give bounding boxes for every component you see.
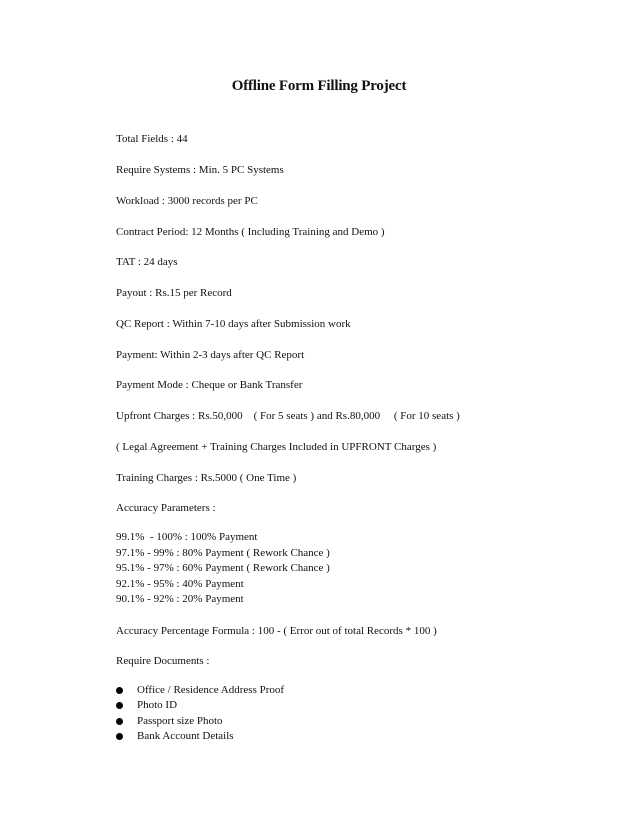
accuracy-item: 99.1% - 100% : 100% Payment bbox=[116, 531, 258, 543]
bullet-icon bbox=[116, 687, 123, 694]
document-item-label: Bank Account Details bbox=[137, 730, 234, 742]
document-item-label: Office / Residence Address Proof bbox=[137, 684, 285, 696]
qc-report-line: QC Report : Within 7-10 days after Submission work bbox=[116, 318, 351, 330]
accuracy-item: 95.1% - 97% : 60% Payment ( Rework Chance ) bbox=[116, 562, 330, 574]
accuracy-item: 97.1% - 99% : 80% Payment ( Rework Chance ) bbox=[116, 547, 330, 559]
legal-agreement-line: ( Legal Agreement + Training Charges Included in UPFRONT Charges ) bbox=[116, 441, 437, 453]
document-list-item bbox=[116, 715, 223, 728]
document-title: Offline Form Filling Project bbox=[231, 78, 407, 94]
workload-line: Workload : 3000 records per PC bbox=[116, 195, 258, 207]
upfront-charges-line: Upfront Charges : Rs.50,000 ( For 5 seats ) and Rs.80,000 ( For 10 seats ) bbox=[116, 410, 460, 422]
document-item-label: Passport size Photo bbox=[137, 715, 223, 727]
payout-line: Payout : Rs.15 per Record bbox=[116, 287, 232, 299]
document-item-label: Photo ID bbox=[137, 699, 178, 711]
contract-period-line: Contract Period: 12 Months ( Including Training and Demo ) bbox=[116, 226, 385, 238]
bullet-icon bbox=[116, 733, 123, 740]
accuracy-item: 92.1% - 95% : 40% Payment bbox=[116, 578, 244, 590]
document-list-item bbox=[116, 730, 234, 743]
accuracy-heading: Accuracy Parameters : bbox=[116, 502, 216, 514]
accuracy-formula-line: Accuracy Percentage Formula : 100 - ( Error out of total Records * 100 ) bbox=[116, 625, 437, 637]
training-charges-line: Training Charges : Rs.5000 ( One Time ) bbox=[116, 472, 297, 484]
require-systems-line: Require Systems : Min. 5 PC Systems bbox=[116, 164, 284, 176]
accuracy-item: 90.1% - 92% : 20% Payment bbox=[116, 593, 244, 605]
total-fields-line: Total Fields : 44 bbox=[116, 133, 188, 145]
tat-line: TAT : 24 days bbox=[116, 256, 178, 268]
document-list-item bbox=[116, 684, 285, 697]
payment-mode-line: Payment Mode : Cheque or Bank Transfer bbox=[116, 379, 303, 391]
bullet-icon bbox=[116, 718, 123, 725]
payment-line: Payment: Within 2-3 days after QC Report bbox=[116, 349, 305, 361]
documents-heading: Require Documents : bbox=[116, 655, 210, 667]
document-list-item bbox=[116, 699, 178, 712]
bullet-icon bbox=[116, 702, 123, 709]
